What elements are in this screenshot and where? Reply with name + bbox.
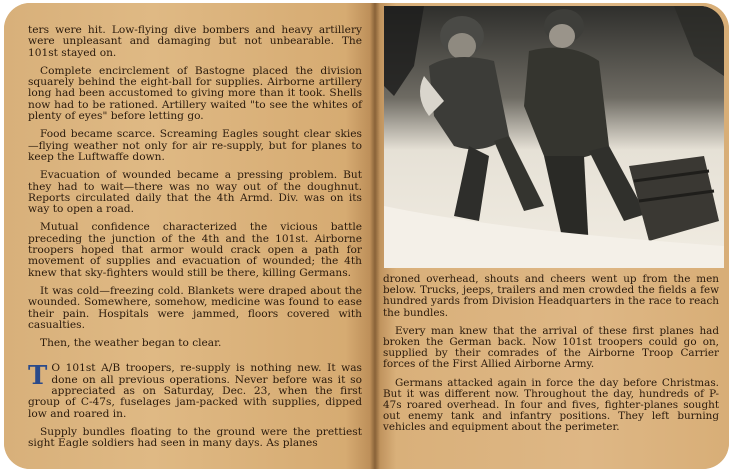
paragraph: Mutual confidence characterized the vicious battle preceding the junction of the 4th and the 101st. Airborne troopers hoped that armor would crack open a path for movement of supplies and evacuation of wounded; the 4th knew that sky-fighters would still be there, killing Germans. [28,221,362,279]
paragraph: Every man knew that the arrival of these first planes had broken the German back. Now 101st troopers could go on, supplied by their comrades of the Airborne Troop Carrier forces of the First Allied Airborne Army. [383,324,719,371]
paragraph: ters were hit. Low-flying dive bombers and heavy artillery were unpleasant and damaging but not unbearable. The 101st stayed on. [28,24,362,59]
section-paragraph [28,363,362,419]
paragraph: droned overhead, shouts and cheers went up from the men below. Trucks, jeeps, trailers and men crowded the fields a few hundred yards from Division Headquarters in the race to reach the bundles. [383,273,719,319]
paragraph: Food became scarce. Screaming Eagles sought clear skies —flying weather not only for air re-supply, but for planes to keep the Luftwaffe down. [28,128,362,163]
paragraph: Evacuation of wounded became a pressing problem. But they had to wait—there was no way out of the doughnut. Reports circulated daily that the 4th Armd. Div. was on its way to open a road. [28,169,362,216]
left-page-text [28,25,362,457]
section-paragraph-text: O 101st A/B troopers, re-supply is nothing new. It was done on all previous operations. Never before was it so appreciated as on Saturday, Dec. 23, when the first group of C-47s, fuselages jam-packed with supplies, dipped low and roared in. [28,362,362,420]
paragraph: Then, the weather began to clear. [40,337,222,350]
paragraph: Germans attacked again in force the day before Christmas. But it was different now. Throughout the day, hundreds of P-47s roared overhead. In four and fives, fighter-planes sought out enemy tank and infantry positions. They left burning vehicles and equipment about the perimeter. [383,376,719,434]
photo-illustration [384,6,724,268]
paragraph: It was cold—freezing cold. Blankets were draped about the wounded. Somewhere, somehow, medicine was found to ease their pain. Hospitals were jammed, floors covered with casualties. [28,284,362,331]
book-gutter [370,3,380,469]
drop-cap: T [28,361,48,392]
photo-paratroopers-in-snow [384,6,724,268]
paragraph: Complete encirclement of Bastogne placed the division squarely behind the eight-ball for supplies. Airborne artillery long had been accustomed to giving more than it took. Shells now had to be rationed. Artillery waited "to see the whites of plenty of eyes" before letting go. [28,64,362,123]
right-page-text [383,274,719,441]
paragraph: Supply bundles floating to the ground were the prettiest sight Eagle soldiers had seen in many days. As planes [28,425,362,450]
